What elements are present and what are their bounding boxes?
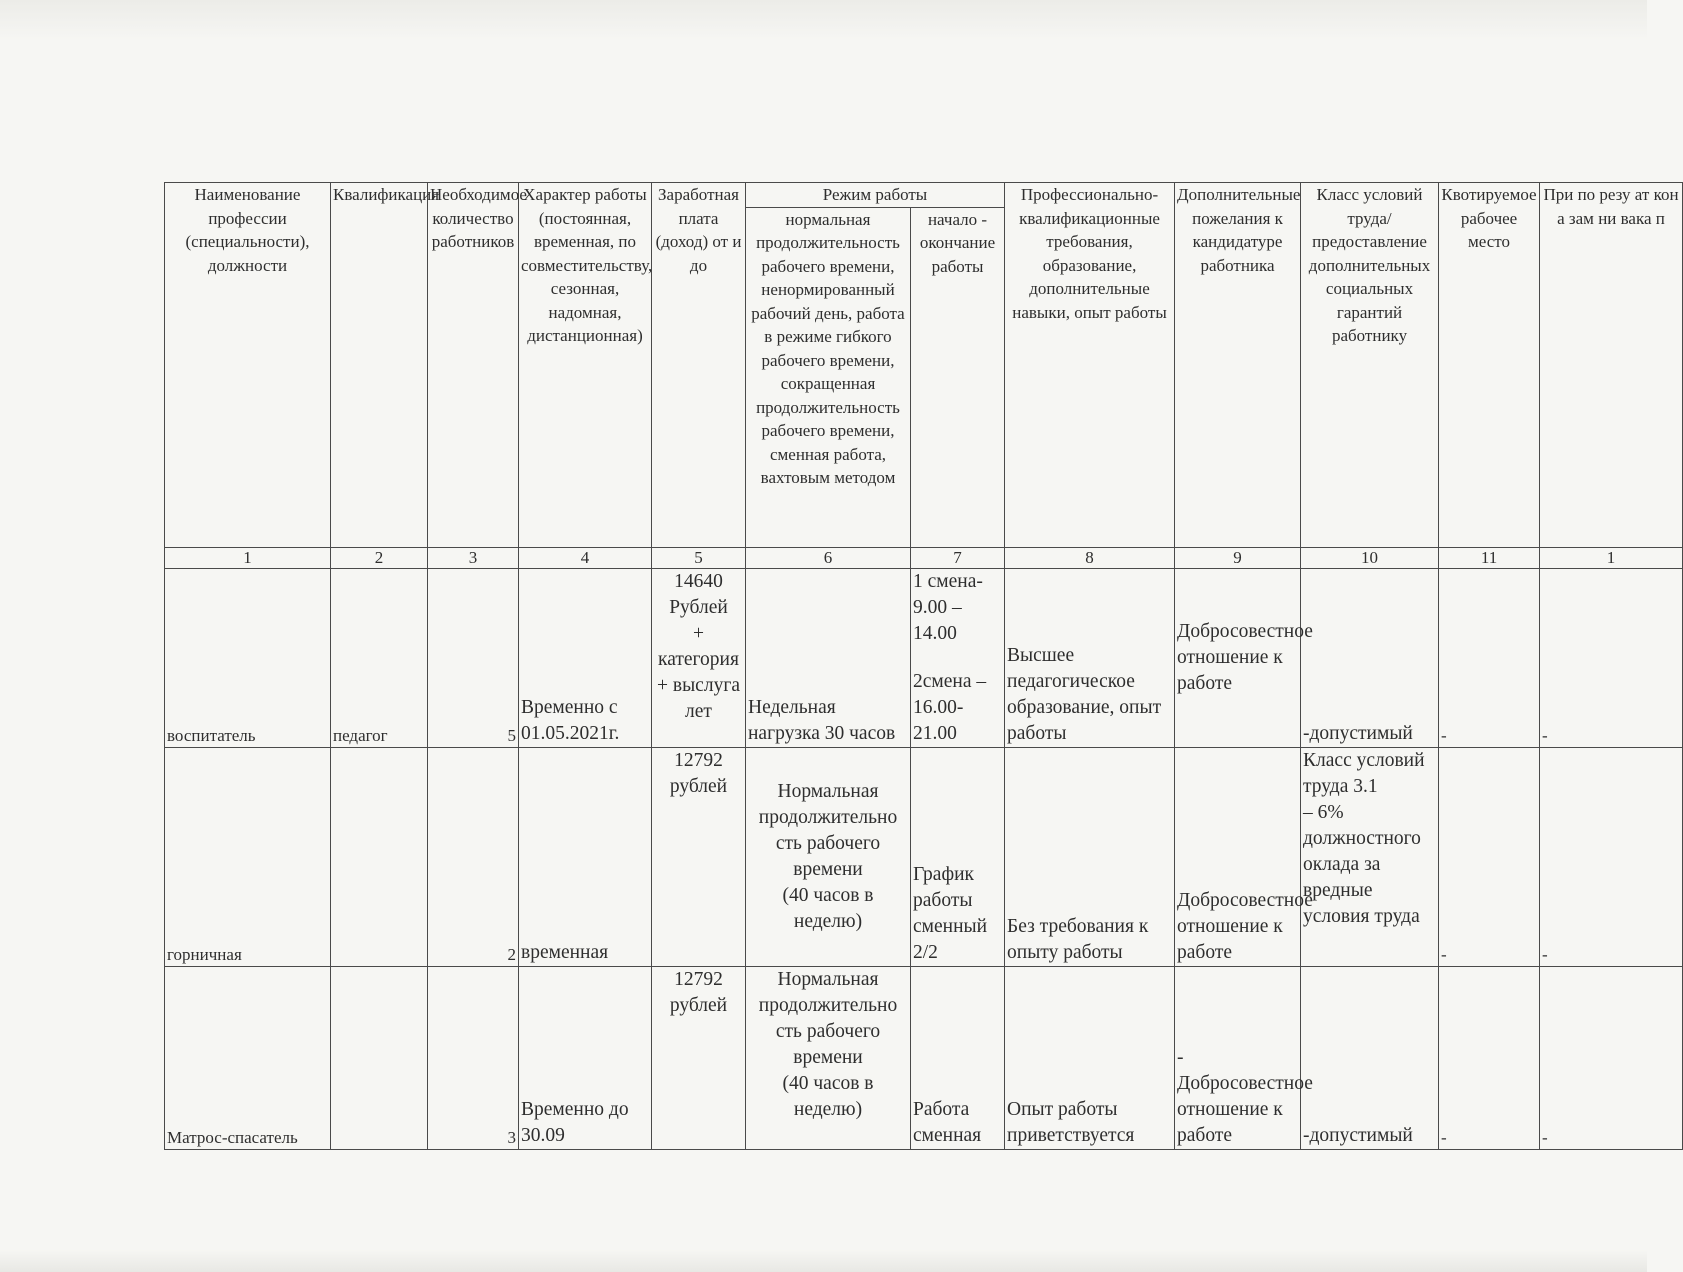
cell-work-nature: Временно с 01.05.2021г. <box>519 569 652 748</box>
duration-line: продолжительно <box>758 995 898 1016</box>
table-row <box>165 748 1683 967</box>
conditions-line: условия труда <box>1303 906 1420 927</box>
header-profession: Наименование профессии (специальности), должности <box>165 183 331 548</box>
conditions-line: должностного <box>1303 828 1421 849</box>
cell-qualification: педагог <box>331 569 428 748</box>
cell-work-nature: Временно до 30.09 <box>519 967 652 1150</box>
column-numbers-row <box>165 548 1683 569</box>
column-number: 4 <box>519 548 652 569</box>
shift-line: 9.00 – <box>913 597 962 618</box>
cell-salary <box>652 967 746 1150</box>
cell-duration <box>746 967 911 1150</box>
header-work-nature: Характер работы (постоянная, временная, по совместительству, сезонная, надомная, дистанционная) <box>519 183 652 548</box>
cell-extra: - <box>1540 967 1683 1150</box>
cell-start-end: Работа сменная <box>911 967 1005 1150</box>
cell-wishes: Добросовестное отношение к работе <box>1175 569 1301 748</box>
salary-line: Рублей <box>669 597 728 618</box>
conditions-line: вредные <box>1303 880 1373 901</box>
header-quota: Квотируемое рабочее место <box>1439 183 1540 548</box>
salary-line: 12792 <box>674 969 723 990</box>
vacancy-table <box>164 182 1683 1150</box>
cell-profession: воспитатель <box>165 569 331 748</box>
column-number: 6 <box>746 548 911 569</box>
cell-quota: - <box>1439 569 1540 748</box>
cell-start-end: График работы сменный 2/2 <box>911 748 1005 967</box>
scan-top-edge <box>0 0 1647 40</box>
cell-requirements: Без требования к опыту работы <box>1005 748 1175 967</box>
column-number: 5 <box>652 548 746 569</box>
header-qualification: Квалификация <box>331 183 428 548</box>
cell-conditions: -допустимый <box>1301 569 1439 748</box>
duration-line: Нормальная <box>777 969 879 990</box>
duration-line: времени <box>793 859 863 880</box>
shift-line: 21.00 <box>913 723 957 744</box>
column-number: 8 <box>1005 548 1175 569</box>
cell-count: 3 <box>428 967 519 1150</box>
shift-gap <box>913 647 1002 669</box>
cell-start-end <box>911 569 1005 748</box>
shift-line: 2смена – <box>913 671 987 692</box>
duration-line: сть рабочего <box>775 1021 881 1042</box>
header-required-count: Необходимое количество работников <box>428 183 519 548</box>
cell-requirements: Высшее педагогическое образование, опыт работы <box>1005 569 1175 748</box>
cell-count: 5 <box>428 569 519 748</box>
salary-line: категория <box>658 649 739 670</box>
conditions-line: – 6% <box>1303 802 1344 823</box>
salary-line: 14640 <box>674 571 723 592</box>
header-work-mode-start-end: начало - окончание работы <box>911 207 1005 548</box>
column-number: 2 <box>331 548 428 569</box>
header-row-1 <box>165 183 1683 208</box>
column-number: 10 <box>1301 548 1439 569</box>
header-conditions: Класс условий труда/предоставление дополнительных социальных гарантий работнику <box>1301 183 1439 548</box>
column-number: 9 <box>1175 548 1301 569</box>
vacancy-sheet <box>164 182 1679 1168</box>
salary-line: 12792 <box>674 750 723 771</box>
cell-conditions: -допустимый <box>1301 967 1439 1150</box>
cell-conditions <box>1301 748 1439 967</box>
header-work-mode: Режим работы <box>746 183 1005 208</box>
cell-quota: - <box>1439 748 1540 967</box>
cell-requirements: Опыт работы приветствуется <box>1005 967 1175 1150</box>
cell-extra: - <box>1540 569 1683 748</box>
table-row <box>165 569 1683 748</box>
cell-duration: Недельная нагрузка 30 часов <box>746 569 911 748</box>
cell-wishes <box>1175 967 1313 1150</box>
shift-line: 14.00 <box>913 623 957 644</box>
duration-line: продолжительно <box>758 807 898 828</box>
column-number: 3 <box>428 548 519 569</box>
header-requirements: Профессионально-квалификационные требования, образование, дополнительные навыки, опыт работы <box>1005 183 1175 548</box>
cell-salary <box>652 569 746 748</box>
wishes-prefix: - <box>1177 1047 1184 1068</box>
duration-line: (40 часов в <box>782 1073 874 1094</box>
wishes-text: Добросовестное отношение к работе <box>1177 1073 1313 1146</box>
conditions-line: труда 3.1 <box>1303 776 1378 797</box>
cell-salary <box>652 748 746 967</box>
column-number: 1 <box>165 548 331 569</box>
salary-line: + <box>693 623 704 644</box>
cell-duration <box>746 748 911 967</box>
duration-line: сть рабочего <box>775 833 881 854</box>
cell-quota: - <box>1439 967 1540 1150</box>
cell-extra: - <box>1540 748 1683 967</box>
duration-line: неделю) <box>793 911 863 932</box>
column-number: 11 <box>1439 548 1540 569</box>
duration-line: неделю) <box>793 1099 863 1120</box>
column-number: 1 <box>1540 548 1683 569</box>
header-work-mode-duration: нормальная продолжительность рабочего времени, ненормированный рабочий день, работа в режиме гибкого рабочего времени, сокращенная продолжительность рабочего времени, сменная работа, вахтовым методом <box>746 207 911 548</box>
cell-qualification <box>331 967 428 1150</box>
cell-wishes: Добросовестное отношение к работе <box>1175 748 1301 967</box>
table-row <box>165 967 1683 1150</box>
salary-line: + выслуга <box>657 675 740 696</box>
duration-line: Нормальная <box>777 781 879 802</box>
salary-line: рублей <box>669 995 728 1016</box>
cell-profession: Матрос-спасатель <box>165 967 331 1150</box>
cell-count: 2 <box>428 748 519 967</box>
cell-qualification <box>331 748 428 967</box>
conditions-line: Класс условий <box>1303 750 1425 771</box>
duration-line: (40 часов в <box>782 885 874 906</box>
header-wishes: Дополнительные пожелания к кандидатуре работника <box>1175 183 1301 548</box>
column-number: 7 <box>911 548 1005 569</box>
scan-bottom-edge <box>0 1250 1647 1272</box>
conditions-line: оклада за <box>1303 854 1381 875</box>
header-cut-off: При по резу ат кон а зам ни вака п <box>1540 183 1683 548</box>
salary-line: рублей <box>669 776 728 797</box>
cell-work-nature: временная <box>519 748 652 967</box>
header-salary: Заработная плата (доход) от и до <box>652 183 746 548</box>
shift-line: 1 смена- <box>913 571 983 592</box>
duration-line: времени <box>793 1047 863 1068</box>
shift-line: 16.00- <box>913 697 964 718</box>
cell-profession: горничная <box>165 748 331 967</box>
salary-line: лет <box>685 701 712 722</box>
